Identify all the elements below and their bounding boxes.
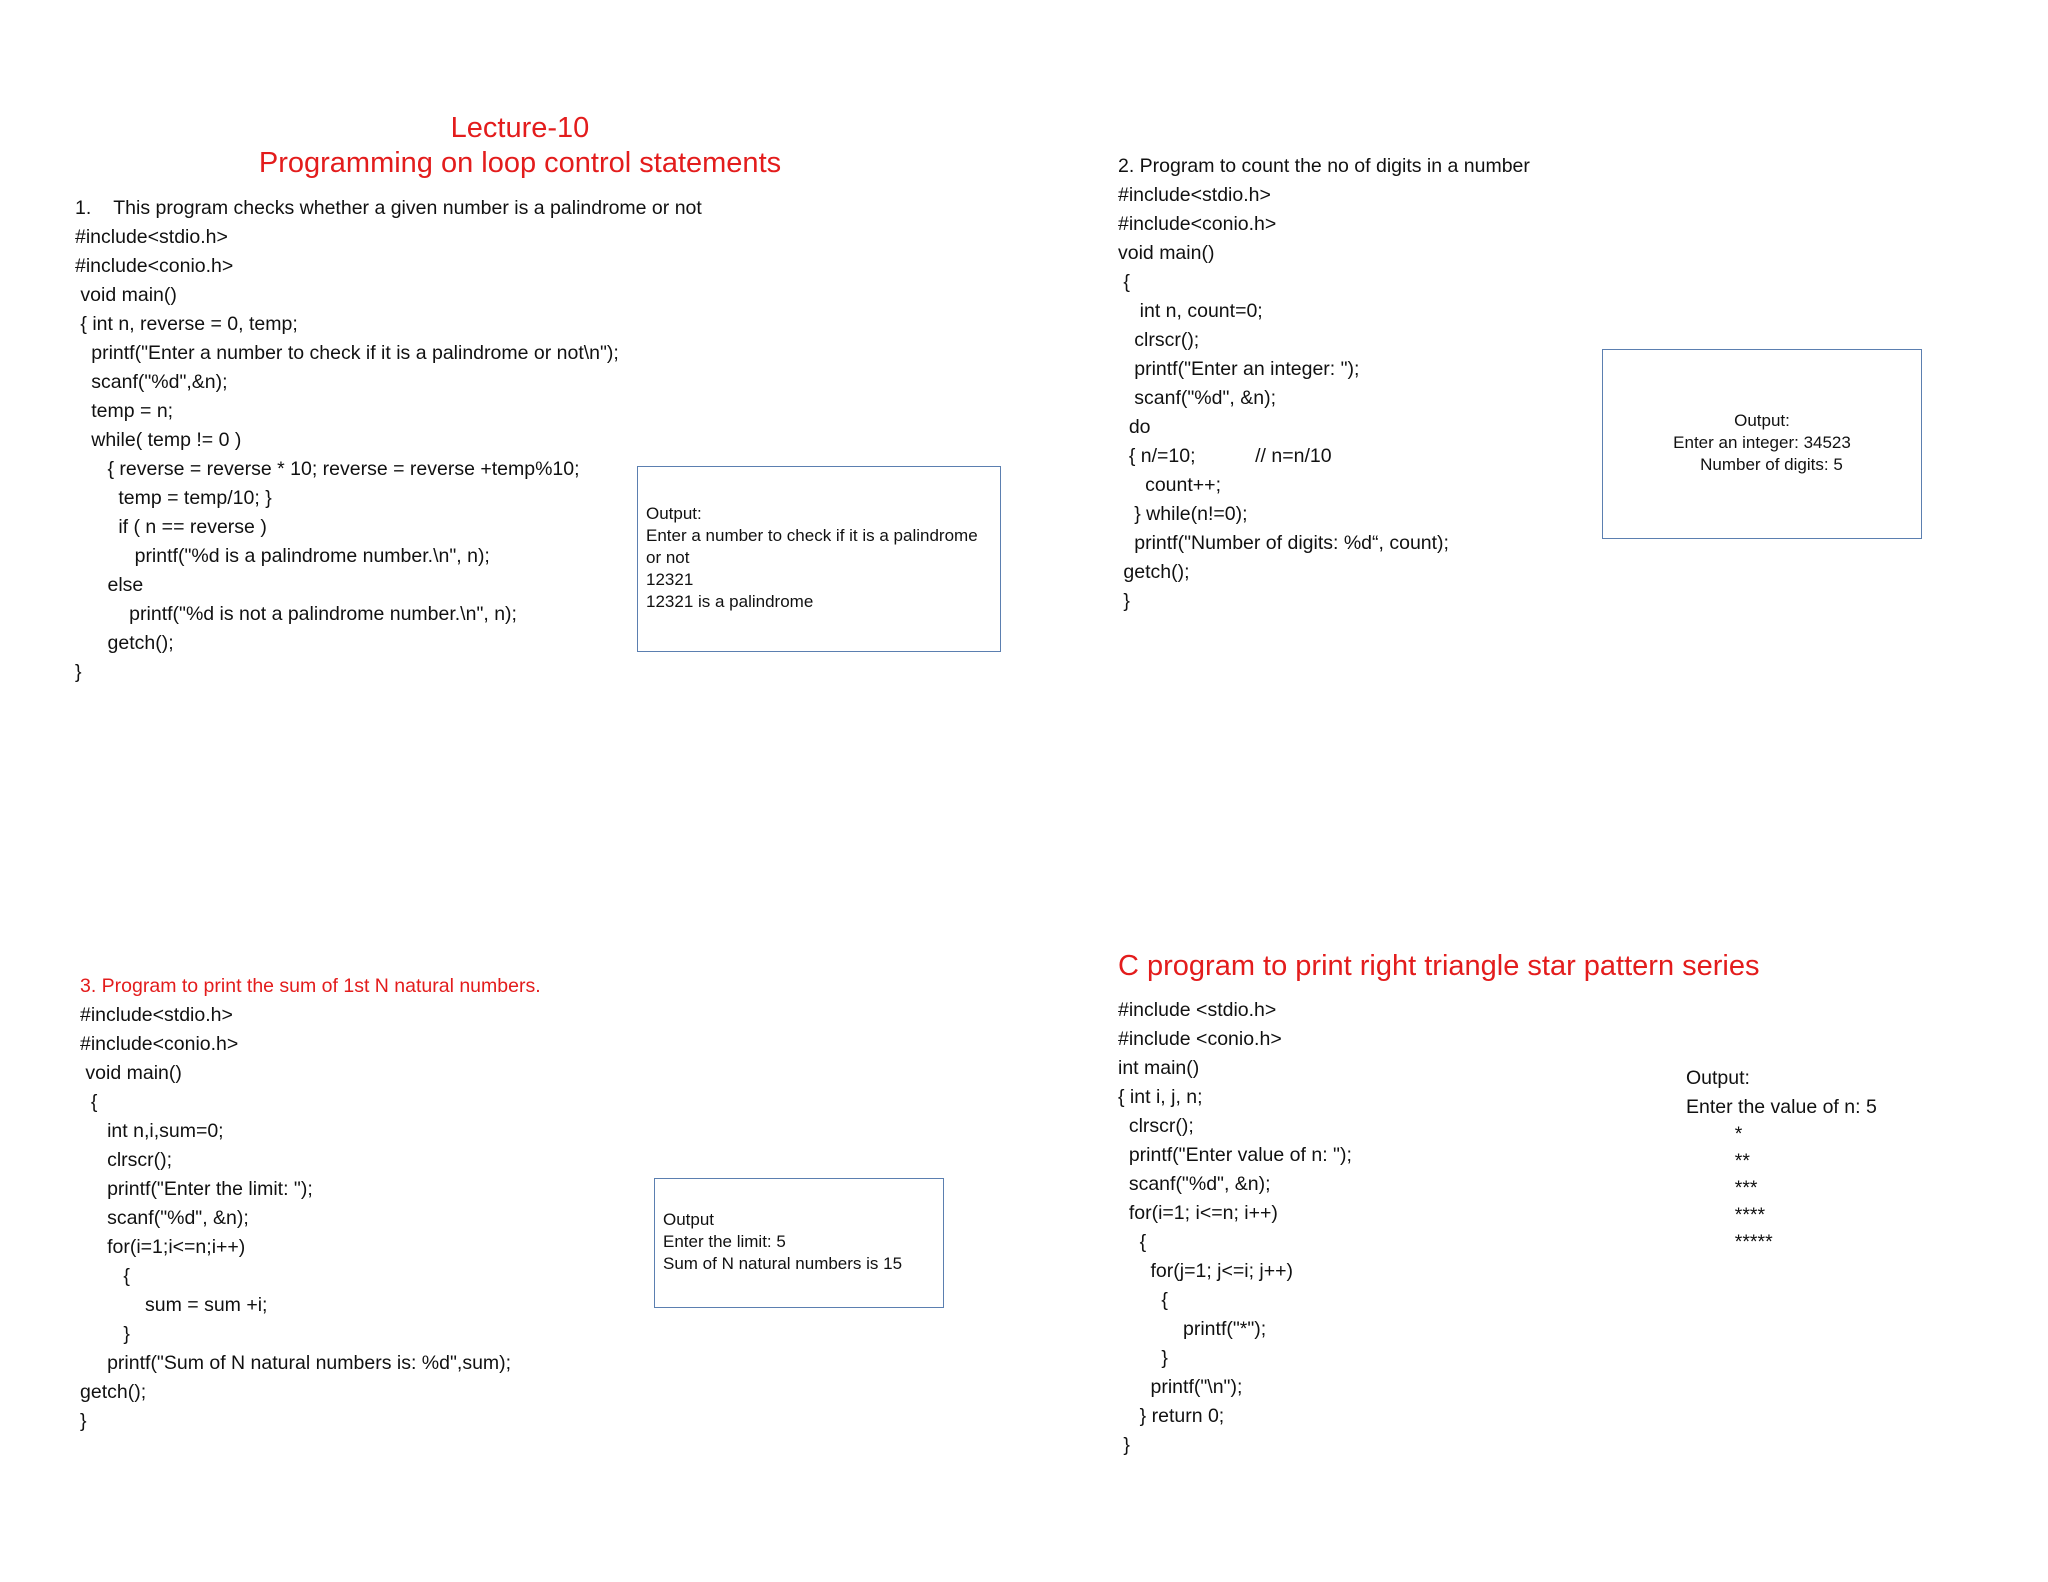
code-line: temp = temp/10; }: [75, 487, 272, 509]
program3-heading: 3. Program to print the sum of 1st N natural numbers.: [80, 975, 541, 997]
output-line: Enter the value of n: 5: [1686, 1096, 1877, 1118]
code-line: } return 0;: [1118, 1405, 1225, 1427]
code-line: {: [1118, 1289, 1168, 1311]
program1-output-box: [637, 466, 1001, 652]
output-line: Output:: [1734, 411, 1790, 430]
code-line: for(i=1; i<=n; i++): [1118, 1202, 1278, 1224]
code-line: else: [75, 574, 144, 596]
code-line: printf("Enter the limit: ");: [80, 1178, 313, 1200]
code-line: #include<stdio.h>: [80, 1004, 233, 1026]
code-line: printf("Enter an integer: ");: [1118, 358, 1360, 380]
output-line: Enter a number to check if it is a palindrome: [646, 526, 978, 545]
code-line: #include<stdio.h>: [75, 226, 228, 248]
output-line: Enter the limit: 5: [663, 1232, 786, 1251]
code-line: }: [1118, 590, 1130, 612]
code-line: #include<conio.h>: [80, 1033, 239, 1055]
output-line: 12321 is a palindrome: [646, 592, 814, 611]
code-line: #include<conio.h>: [1118, 213, 1277, 235]
program1-number: 1.: [75, 197, 92, 219]
output-line: *: [1686, 1123, 1743, 1145]
program1-heading: [75, 196, 702, 220]
code-line: #include <conio.h>: [1118, 1028, 1282, 1050]
output-line: or not: [646, 548, 690, 567]
code-line: }: [80, 1410, 87, 1432]
code-line: while( temp != 0 ): [75, 429, 242, 451]
code-line: {: [1118, 1231, 1147, 1253]
code-line: {: [80, 1091, 98, 1113]
code-line: printf("%d is a palindrome number.\n", n);: [75, 545, 490, 567]
program2-output-box: [1602, 349, 1922, 539]
program2-heading: 2. Program to count the no of digits in a number: [1118, 155, 1530, 177]
code-line: sum = sum +i;: [80, 1294, 268, 1316]
code-line: if ( n == reverse ): [75, 516, 267, 538]
code-line: int main(): [1118, 1057, 1200, 1079]
code-line: printf("Enter a number to check if it is a palindrome or not\n");: [75, 342, 619, 364]
code-line: getch();: [80, 1381, 147, 1403]
code-line: void main(): [80, 1062, 182, 1084]
lecture-title: Lecture-10: [450, 112, 590, 144]
output-line: Output:: [1686, 1067, 1750, 1089]
code-line: clrscr();: [1118, 329, 1200, 351]
code-line: clrscr();: [1118, 1115, 1194, 1137]
code-line: for(i=1;i<=n;i++): [80, 1236, 246, 1258]
output-line: Enter an integer: 34523: [1673, 433, 1851, 452]
code-line: count++;: [1118, 474, 1221, 496]
output-line: 12321: [646, 570, 694, 589]
code-line: void main(): [1118, 242, 1215, 264]
output-line: Output: [663, 1210, 715, 1229]
program3-output-box: [654, 1178, 944, 1308]
code-line: }: [75, 661, 82, 683]
code-line: #include<conio.h>: [75, 255, 234, 277]
code-line: scanf("%d",&n);: [75, 371, 228, 393]
code-line: }: [1118, 1347, 1168, 1369]
code-line: for(j=1; j<=i; j++): [1118, 1260, 1294, 1282]
code-line: printf("Enter value of n: ");: [1118, 1144, 1352, 1166]
code-line: int n, count=0;: [1118, 300, 1263, 322]
code-line: #include<stdio.h>: [1118, 184, 1271, 206]
output-line: Sum of N natural numbers is 15: [663, 1254, 903, 1273]
code-line: scanf("%d", &n);: [80, 1207, 249, 1229]
code-line: { int n, reverse = 0, temp;: [75, 313, 298, 335]
code-line: temp = n;: [75, 400, 174, 422]
code-line: printf("\n");: [1118, 1376, 1243, 1398]
code-line: clrscr();: [80, 1149, 173, 1171]
output-line: Number of digits: 5: [1681, 455, 1843, 474]
code-line: {: [80, 1265, 130, 1287]
output-line: ****: [1686, 1204, 1766, 1226]
program1-heading-text: This program checks whether a given number is a palindrome or not: [113, 197, 702, 219]
code-line: void main(): [75, 284, 177, 306]
code-line: #include <stdio.h>: [1118, 999, 1277, 1021]
code-line: printf("%d is not a palindrome number.\n", n);: [75, 603, 517, 625]
code-line: } while(n!=0);: [1118, 503, 1248, 525]
code-line: printf("*");: [1118, 1318, 1267, 1340]
lecture-subject: Programming on loop control statements: [258, 147, 782, 179]
output-line: *****: [1686, 1231, 1773, 1253]
output-line: **: [1686, 1150, 1750, 1172]
code-line: getch();: [75, 632, 174, 654]
code-line: {: [1118, 271, 1130, 293]
code-line: { n/=10; // n=n/10: [1118, 445, 1332, 467]
output-line: Output:: [646, 504, 702, 523]
code-line: { int i, j, n;: [1118, 1086, 1203, 1108]
code-line: getch();: [1118, 561, 1190, 583]
code-line: scanf("%d", &n);: [1118, 1173, 1271, 1195]
code-line: }: [80, 1323, 130, 1345]
code-line: int n,i,sum=0;: [80, 1120, 224, 1142]
output-line: ***: [1686, 1177, 1758, 1199]
code-line: do: [1118, 416, 1151, 438]
code-line: { reverse = reverse * 10; reverse = reverse +temp%10;: [75, 458, 580, 480]
program4-heading: C program to print right triangle star pattern series: [1118, 950, 1760, 982]
code-line: printf("Sum of N natural numbers is: %d",sum);: [80, 1352, 512, 1374]
code-line: scanf("%d", &n);: [1118, 387, 1276, 409]
code-line: }: [1118, 1434, 1130, 1456]
code-line: printf("Number of digits: %d“, count);: [1118, 532, 1449, 554]
